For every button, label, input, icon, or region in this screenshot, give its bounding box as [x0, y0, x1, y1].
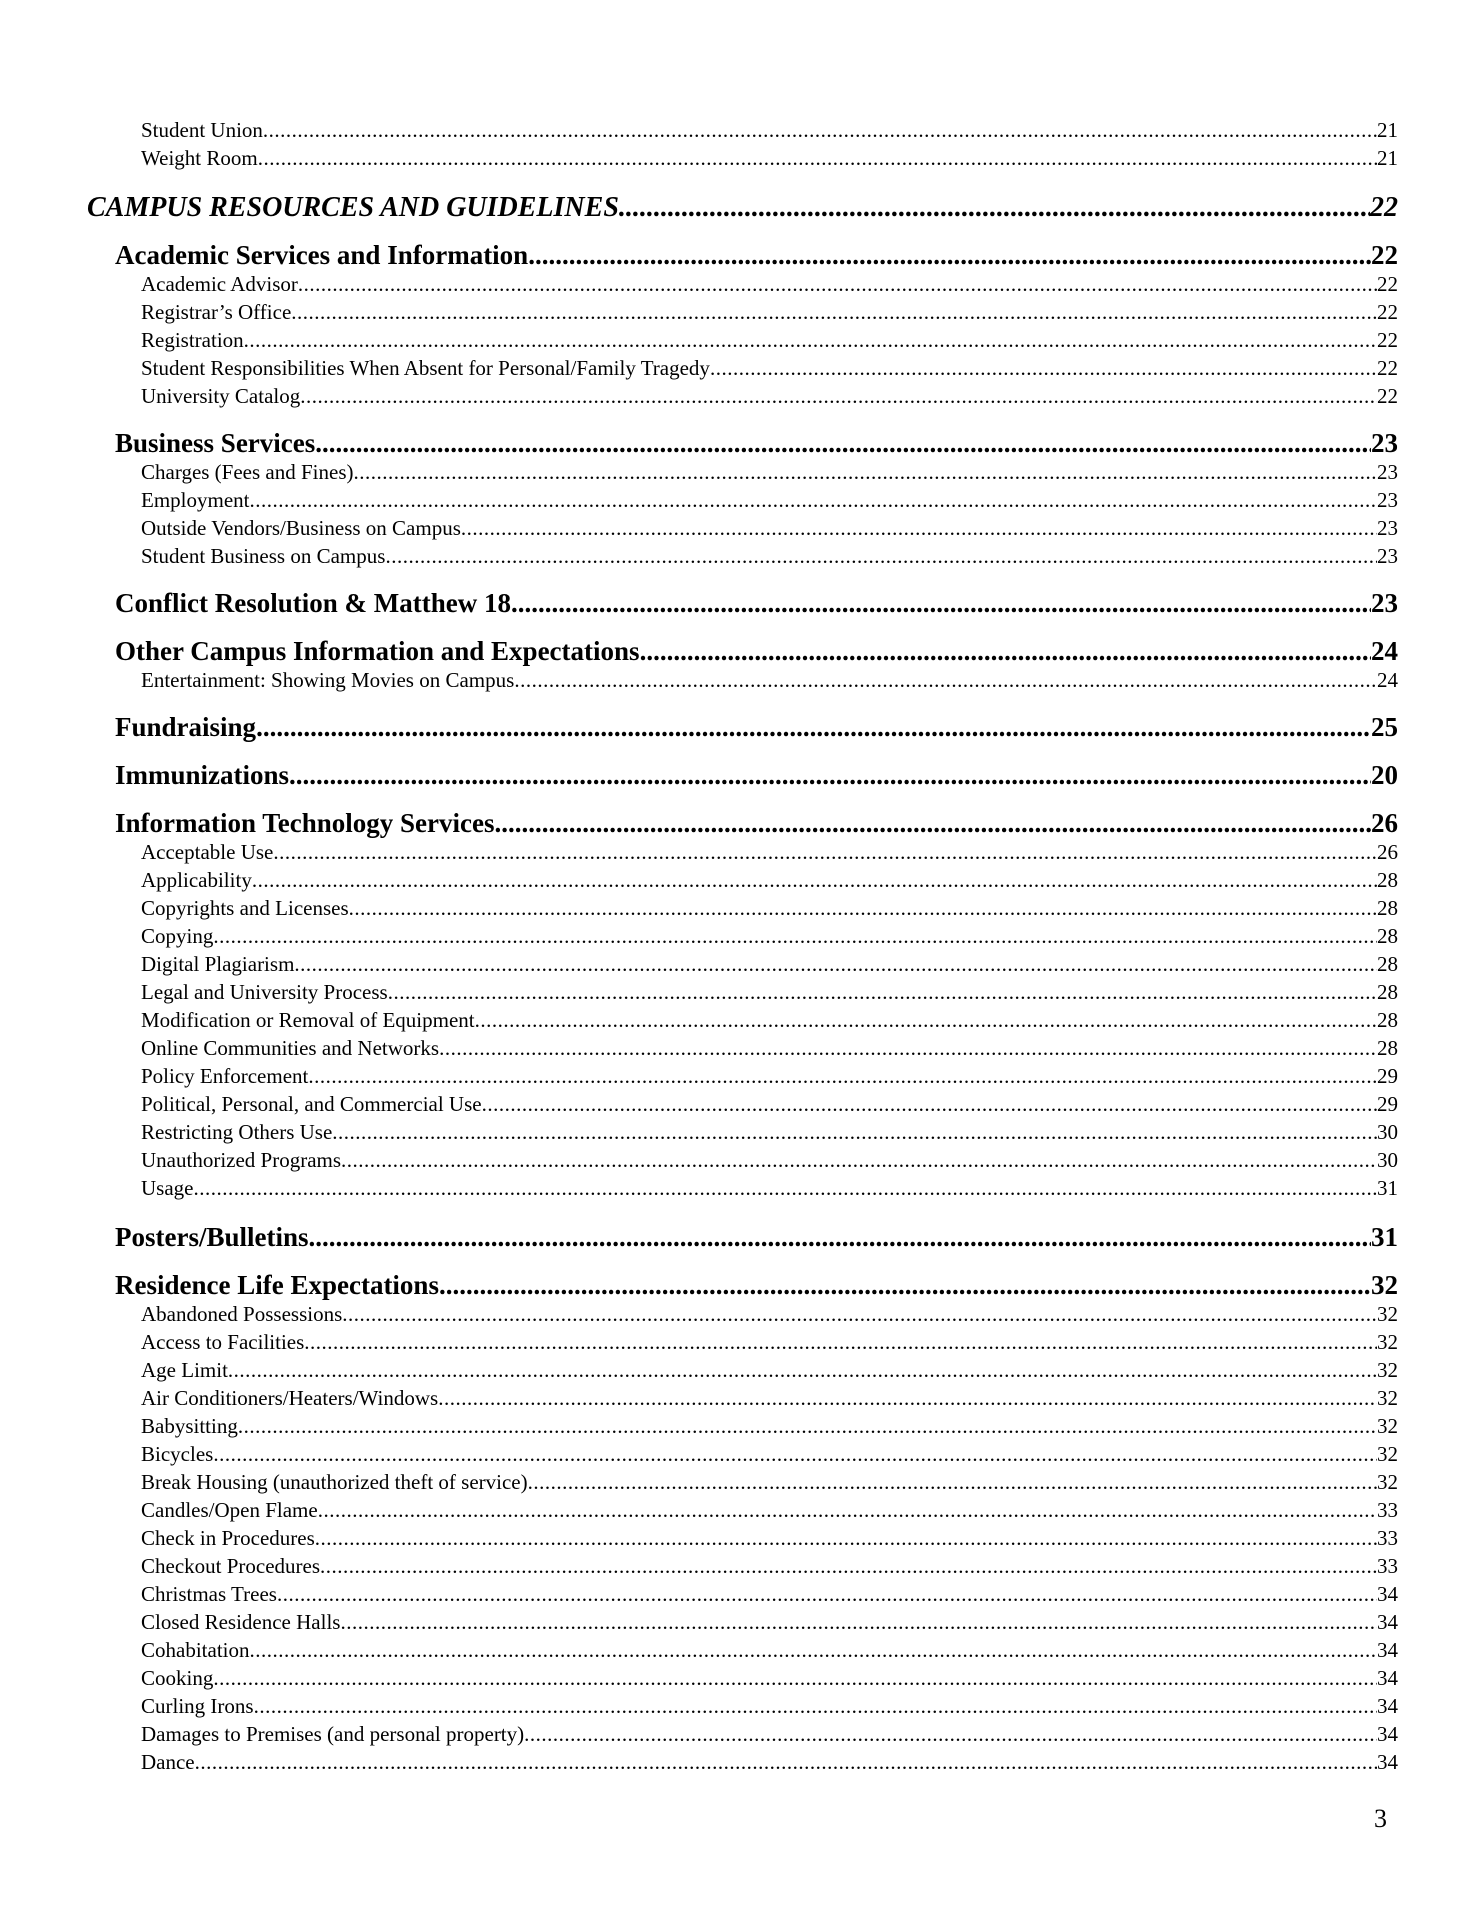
toc-leader-dots — [528, 1470, 1377, 1495]
toc-entry-page: 21 — [1377, 146, 1398, 170]
toc-leader-dots — [304, 1330, 1377, 1355]
toc-leader-dots — [289, 760, 1371, 791]
toc-entry-page: 22 — [1377, 356, 1398, 380]
toc-entry[interactable] — [115, 1222, 1398, 1253]
toc-entry-page: 32 — [1377, 1414, 1398, 1438]
toc-entry-page: 25 — [1371, 712, 1398, 742]
toc-entry[interactable] — [141, 1358, 1398, 1383]
toc-entry-title: Access to Facilities — [141, 1330, 305, 1354]
toc-entry[interactable] — [141, 1386, 1398, 1411]
toc-entry-page: 23 — [1377, 516, 1398, 540]
toc-entry[interactable] — [141, 1414, 1398, 1439]
toc-entry-title: Outside Vendors/Business on Campus — [141, 516, 461, 540]
toc-entry-page: 34 — [1377, 1638, 1398, 1662]
toc-entry[interactable] — [141, 460, 1398, 485]
toc-leader-dots — [342, 1302, 1377, 1327]
toc-entry-page: 29 — [1377, 1064, 1398, 1088]
toc-entry-title: Break Housing (unauthorized theft of service) — [141, 1470, 528, 1494]
toc-entry[interactable] — [141, 952, 1398, 977]
toc-entry[interactable] — [141, 1176, 1398, 1201]
toc-entry-page: 23 — [1377, 488, 1398, 512]
toc-entry[interactable] — [141, 896, 1398, 921]
toc-entry-title: Employment — [141, 488, 250, 512]
toc-entry-title: Check in Procedures — [141, 1526, 315, 1550]
toc-entry-page: 28 — [1377, 868, 1398, 892]
toc-entry-page: 22 — [1370, 192, 1398, 223]
toc-entry-title: Weight Room — [141, 146, 258, 170]
toc-entry-page: 30 — [1377, 1148, 1398, 1172]
toc-leader-dots — [439, 1036, 1377, 1061]
toc-entry-title: Dance — [141, 1750, 195, 1774]
toc-leader-dots — [439, 1270, 1371, 1301]
toc-entry-page: 32 — [1377, 1330, 1398, 1354]
toc-entry-page: 28 — [1377, 896, 1398, 920]
toc-leader-dots — [193, 1176, 1377, 1201]
toc-leader-dots — [298, 272, 1377, 297]
toc-entry-page: 34 — [1377, 1610, 1398, 1634]
toc-entry-title: Modification or Removal of Equipment — [141, 1008, 475, 1032]
toc-leader-dots — [341, 1148, 1377, 1173]
toc-entry[interactable] — [115, 240, 1398, 271]
toc-leader-dots — [354, 460, 1378, 485]
toc-entry-page: 34 — [1377, 1666, 1398, 1690]
toc-leader-dots — [300, 384, 1377, 409]
toc-entry[interactable] — [141, 272, 1398, 297]
toc-entry-page: 23 — [1371, 428, 1398, 458]
toc-entry[interactable] — [87, 192, 1398, 224]
toc-entry-title: Christmas Trees — [141, 1582, 277, 1606]
toc-entry-page: 28 — [1377, 1008, 1398, 1032]
toc-entry[interactable] — [141, 118, 1398, 143]
toc-entry[interactable] — [141, 668, 1398, 693]
toc-entry[interactable] — [141, 1330, 1398, 1355]
toc-entry[interactable] — [115, 588, 1398, 619]
toc-entry[interactable] — [141, 1722, 1398, 1747]
toc-entry[interactable] — [141, 488, 1398, 513]
toc-leader-dots — [475, 1008, 1377, 1033]
toc-entry[interactable] — [141, 516, 1398, 541]
toc-leader-dots — [524, 1722, 1377, 1747]
toc-entry-title: Cohabitation — [141, 1638, 250, 1662]
toc-leader-dots — [213, 1442, 1377, 1467]
toc-entry-title: Cooking — [141, 1666, 214, 1690]
toc-entry-title: Registrar’s Office — [141, 300, 292, 324]
toc-entry-page: 32 — [1377, 1386, 1398, 1410]
toc-leader-dots — [294, 952, 1377, 977]
toc-leader-dots — [388, 980, 1377, 1005]
toc-leader-dots — [258, 146, 1377, 171]
toc-leader-dots — [619, 192, 1370, 224]
toc-entry-page: 22 — [1377, 300, 1398, 324]
toc-leader-dots — [273, 840, 1377, 865]
toc-entry[interactable] — [141, 840, 1398, 865]
toc-entry-page: 34 — [1377, 1750, 1398, 1774]
toc-entry[interactable] — [141, 1302, 1398, 1327]
toc-entry-page: 32 — [1377, 1302, 1398, 1326]
toc-leader-dots — [252, 868, 1377, 893]
toc-entry[interactable] — [141, 924, 1398, 949]
toc-leader-dots — [277, 1582, 1377, 1607]
toc-entry[interactable] — [141, 356, 1398, 381]
toc-entry-title: Restricting Others Use — [141, 1120, 333, 1144]
toc-entry[interactable] — [141, 1694, 1398, 1719]
toc-leader-dots — [308, 1064, 1377, 1089]
toc-entry-page: 32 — [1377, 1470, 1398, 1494]
toc-entry-page: 28 — [1377, 1036, 1398, 1060]
toc-entry-page: 28 — [1377, 980, 1398, 1004]
toc-entry-title: Online Communities and Networks — [141, 1036, 440, 1060]
toc-entry[interactable] — [141, 1666, 1398, 1691]
toc-entry[interactable] — [141, 868, 1398, 893]
toc-entry-page: 32 — [1377, 1358, 1398, 1382]
toc-entry[interactable] — [141, 1638, 1398, 1663]
toc-entry-page: 23 — [1377, 544, 1398, 568]
toc-entry-page: 28 — [1377, 952, 1398, 976]
toc-entry-title: Posters/Bulletins — [115, 1222, 309, 1252]
toc-entry[interactable] — [141, 1554, 1398, 1579]
toc-entry-page: 26 — [1371, 808, 1398, 838]
toc-leader-dots — [250, 488, 1378, 513]
toc-entry-title: Policy Enforcement — [141, 1064, 309, 1088]
toc-leader-dots — [349, 896, 1377, 921]
toc-entry-page: 30 — [1377, 1120, 1398, 1144]
toc-entry-title: Academic Services and Information — [115, 240, 529, 270]
toc-entry-title: Information Technology Services — [115, 808, 495, 838]
toc-entry[interactable] — [141, 980, 1398, 1005]
toc-entry[interactable] — [141, 1526, 1398, 1551]
toc-entry-title: Checkout Procedures — [141, 1554, 321, 1578]
toc-entry-title: Business Services — [115, 428, 316, 458]
toc-entry-title: Conflict Resolution & Matthew 18 — [115, 588, 511, 618]
toc-leader-dots — [213, 1666, 1377, 1691]
toc-leader-dots — [385, 544, 1377, 569]
toc-entry-title: Curling Irons — [141, 1694, 254, 1718]
toc-entry[interactable] — [141, 1036, 1398, 1061]
toc-leader-dots — [244, 328, 1377, 353]
toc-entry[interactable] — [141, 1470, 1398, 1495]
toc-entry[interactable] — [141, 1442, 1398, 1467]
toc-entry-title: Usage — [141, 1176, 194, 1200]
toc-entry-title: Fundraising — [115, 712, 257, 742]
toc-entry-title: Student Business on Campus — [141, 544, 386, 568]
toc-entry-title: Acceptable Use — [141, 840, 274, 864]
toc-leader-dots — [228, 1358, 1377, 1383]
toc-entry[interactable] — [141, 1092, 1398, 1117]
toc-entry-page: 20 — [1371, 760, 1398, 790]
toc-entry-page: 31 — [1371, 1222, 1398, 1252]
toc-leader-dots — [340, 1610, 1377, 1635]
toc-entry-title: Closed Residence Halls — [141, 1610, 341, 1634]
toc-entry[interactable] — [141, 146, 1398, 171]
toc-entry-page: 23 — [1377, 460, 1398, 484]
toc-entry-title: Unauthorized Programs — [141, 1148, 342, 1172]
toc-leader-dots — [495, 808, 1371, 839]
toc-entry-page: 22 — [1371, 240, 1398, 270]
toc-entry-title: Abandoned Possessions — [141, 1302, 343, 1326]
toc-leader-dots — [213, 924, 1377, 949]
toc-entry-title: Air Conditioners/Heaters/Windows — [141, 1386, 439, 1410]
toc-entry[interactable] — [141, 1148, 1398, 1173]
toc-entry-title: Age Limit — [141, 1358, 228, 1382]
toc-entry-page: 33 — [1377, 1526, 1398, 1550]
toc-entry-title: Copying — [141, 924, 214, 948]
toc-entry-title: Registration — [141, 328, 244, 352]
toc-leader-dots — [250, 1638, 1378, 1663]
toc-entry-page: 23 — [1371, 588, 1398, 618]
toc-leader-dots — [315, 1526, 1377, 1551]
toc-entry-page: 34 — [1377, 1722, 1398, 1746]
toc-entry-page: 31 — [1377, 1176, 1398, 1200]
toc-leader-dots — [291, 300, 1377, 325]
toc-leader-dots — [195, 1750, 1377, 1775]
toc-leader-dots — [482, 1092, 1377, 1117]
toc-leader-dots — [263, 118, 1377, 143]
toc-entry[interactable] — [115, 808, 1398, 839]
toc-entry-page: 34 — [1377, 1694, 1398, 1718]
toc-entry-page: 32 — [1371, 1270, 1398, 1300]
toc-entry-title: CAMPUS RESOURCES AND GUIDELINES — [87, 192, 619, 223]
toc-entry-page: 22 — [1377, 328, 1398, 352]
toc-entry-title: Entertainment: Showing Movies on Campus — [141, 668, 515, 692]
toc-leader-dots — [528, 240, 1371, 271]
toc-leader-dots — [332, 1120, 1377, 1145]
toc-entry-title: Residence Life Expectations — [115, 1270, 439, 1300]
toc-entry-page: 33 — [1377, 1554, 1398, 1578]
toc-entry-page: 29 — [1377, 1092, 1398, 1116]
toc-entry-title: Student Responsibilities When Absent for Personal/Family Tragedy — [141, 356, 710, 380]
toc-entry-page: 28 — [1377, 924, 1398, 948]
toc-entry-title: Digital Plagiarism — [141, 952, 295, 976]
toc-entry-title: University Catalog — [141, 384, 301, 408]
toc-entry[interactable] — [115, 428, 1398, 459]
toc-entry[interactable] — [141, 1582, 1398, 1607]
toc-entry-page: 33 — [1377, 1498, 1398, 1522]
toc-entry-title: Copyrights and Licenses — [141, 896, 349, 920]
toc-entry[interactable] — [141, 300, 1398, 325]
toc-leader-dots — [320, 1554, 1377, 1579]
toc-entry[interactable] — [141, 544, 1398, 569]
page-number: 3 — [1374, 1804, 1387, 1833]
toc-leader-dots — [309, 1222, 1372, 1253]
toc-entry-title: Political, Personal, and Commercial Use — [141, 1092, 482, 1116]
toc-leader-dots — [514, 668, 1377, 693]
toc-entry-title: Academic Advisor — [141, 272, 298, 296]
toc-entry[interactable] — [141, 384, 1398, 409]
toc-leader-dots — [710, 356, 1377, 381]
toc-entry-title: Charges (Fees and Fines) — [141, 460, 354, 484]
toc-entry-page: 26 — [1377, 840, 1398, 864]
toc-entry[interactable] — [141, 1750, 1398, 1775]
toc-entry-title: Bicycles — [141, 1442, 214, 1466]
toc-entry[interactable] — [115, 760, 1398, 791]
toc-entry-title: Applicability — [141, 868, 252, 892]
toc-entry[interactable] — [141, 328, 1398, 353]
toc-entry-page: 32 — [1377, 1442, 1398, 1466]
toc-leader-dots — [315, 428, 1371, 459]
toc-entry-page: 22 — [1377, 384, 1398, 408]
toc-entry-page: 34 — [1377, 1582, 1398, 1606]
toc-entry-title: Damages to Premises (and personal property) — [141, 1722, 525, 1746]
toc-entry-page: 22 — [1377, 272, 1398, 296]
toc-entry[interactable] — [141, 1610, 1398, 1635]
toc-leader-dots — [640, 636, 1371, 667]
toc-entry-page: 24 — [1371, 636, 1398, 666]
toc-leader-dots — [256, 712, 1371, 743]
toc-entry-title: Other Campus Information and Expectations — [115, 636, 640, 666]
toc-entry-title: Student Union — [141, 118, 263, 142]
toc-entry[interactable] — [141, 1064, 1398, 1089]
toc-entry-title: Legal and University Process — [141, 980, 388, 1004]
toc-entry[interactable] — [115, 712, 1398, 743]
toc-leader-dots — [238, 1414, 1377, 1439]
toc-leader-dots — [438, 1386, 1377, 1411]
toc-leader-dots — [254, 1694, 1377, 1719]
toc-entry-title: Candles/Open Flame — [141, 1498, 318, 1522]
toc-leader-dots — [461, 516, 1377, 541]
toc-entry[interactable] — [141, 1498, 1398, 1523]
toc-entry-page: 21 — [1377, 118, 1398, 142]
toc-entry[interactable] — [115, 1270, 1398, 1301]
toc-leader-dots — [511, 588, 1371, 619]
toc-entry[interactable] — [141, 1008, 1398, 1033]
toc-entry[interactable] — [141, 1120, 1398, 1145]
toc-entry-page: 24 — [1377, 668, 1398, 692]
toc-entry[interactable] — [115, 636, 1398, 667]
toc-entry-title: Immunizations — [115, 760, 290, 790]
toc-entry-title: Babysitting — [141, 1414, 238, 1438]
toc-leader-dots — [318, 1498, 1377, 1523]
